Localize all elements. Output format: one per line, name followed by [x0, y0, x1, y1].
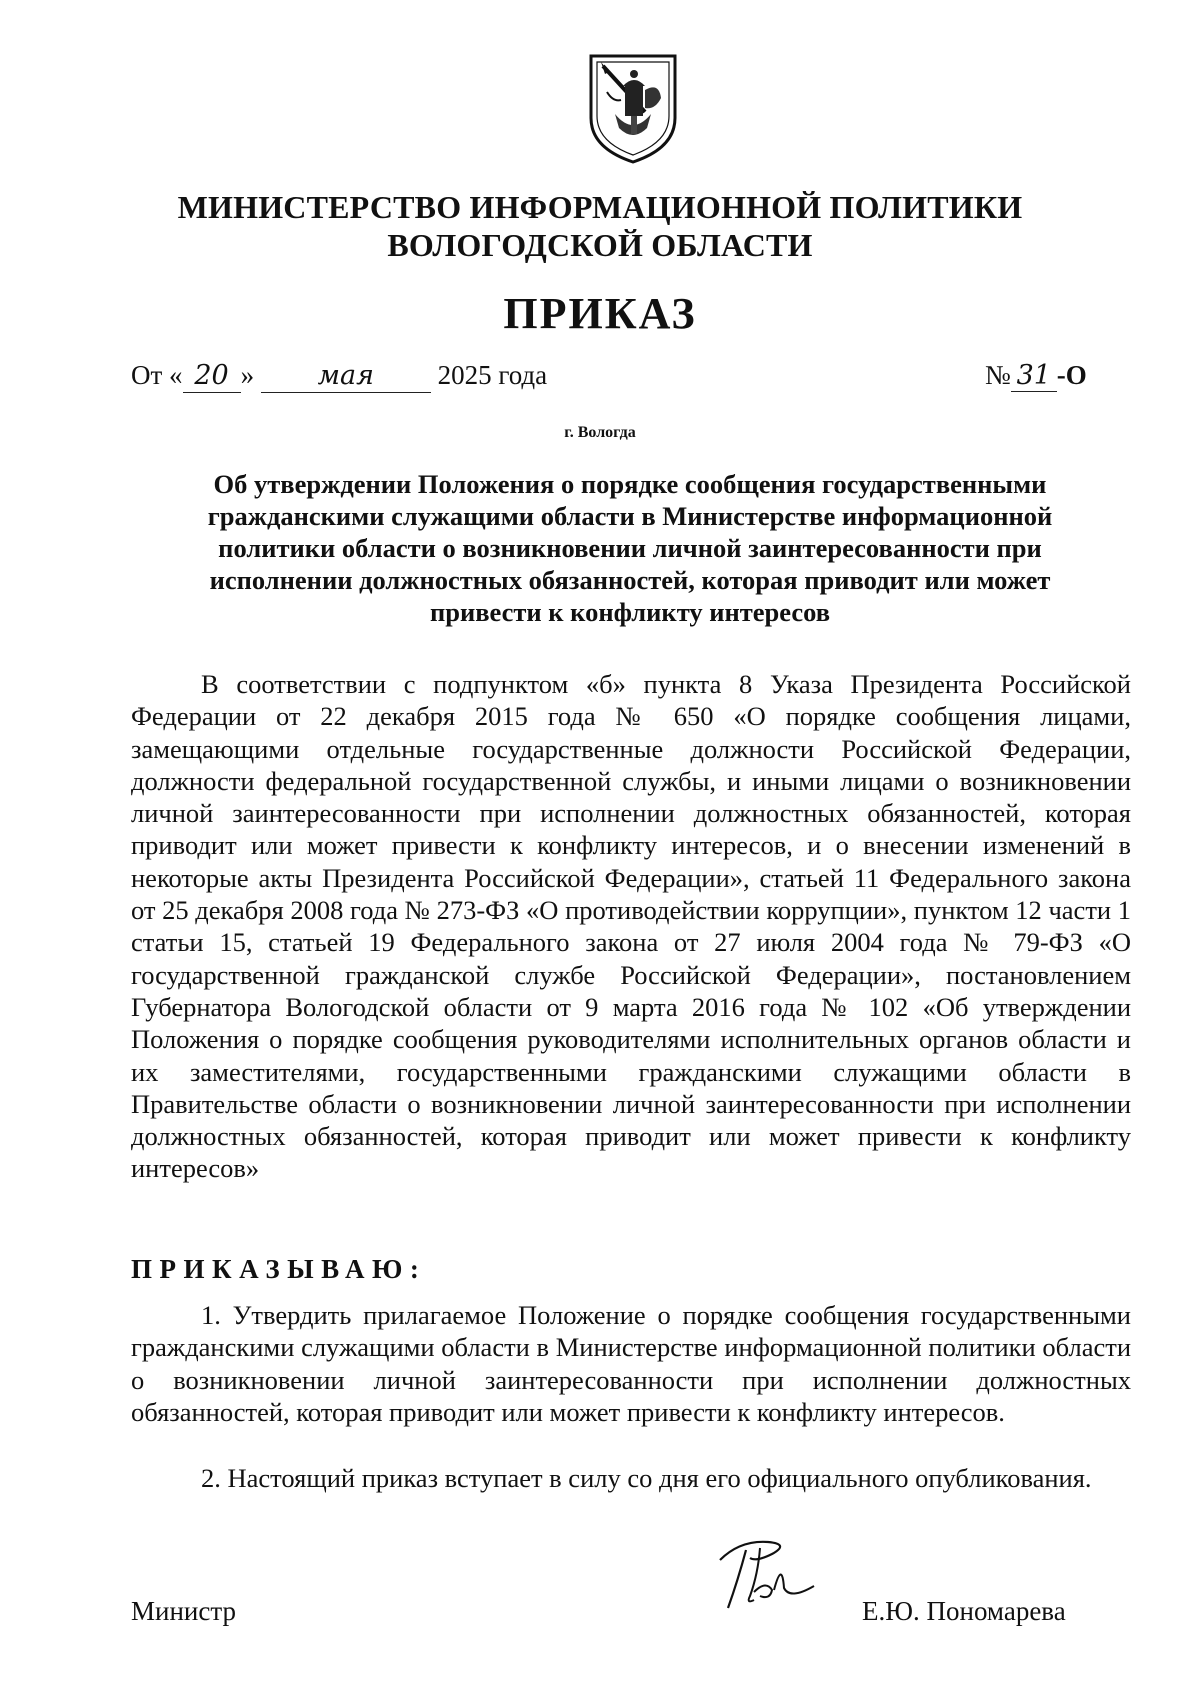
preamble-paragraph: [131, 668, 1131, 1185]
order-item-1: [131, 1299, 1131, 1428]
number-value: 31: [1011, 360, 1057, 392]
document-date: [131, 360, 547, 393]
organization-name: [0, 188, 1200, 264]
document-number: [985, 360, 1087, 392]
date-separator: »: [240, 360, 255, 390]
date-year: 2025 года: [437, 360, 548, 390]
organization-line-1: МИНИСТЕРСТВО ИНФОРМАЦИОННОЙ ПОЛИТИКИ: [177, 189, 1023, 225]
order-item-1-text: 1. Утвердить прилагаемое Положение о порядке сообщения государственными гражданскими служащими области в Министерстве информационной политики области о возникновении личной заинтересованности при исполнении должностных обязанностей, которая приводит или может привести к конфликту интересов.: [131, 1300, 1131, 1427]
order-heading: ПРИКАЗЫВАЮ:: [131, 1254, 427, 1284]
coat-of-arms-icon: [585, 52, 681, 166]
number-prefix: №: [985, 360, 1011, 390]
number-suffix: -О: [1056, 360, 1087, 390]
organization-line-2: ВОЛОГОДСКОЙ ОБЛАСТИ: [387, 227, 813, 263]
order-item-2: [131, 1462, 1131, 1494]
signer-role: Министр: [131, 1596, 236, 1626]
order-item-2-text: 2. Настоящий приказ вступает в силу со дня его официального опубликования.: [201, 1463, 1092, 1493]
city: г. Вологда: [564, 424, 636, 441]
date-month: мая: [261, 362, 431, 393]
preamble-text: В соответствии с подпунктом «б» пункта 8 Указа Президента Российской Федерации от 22 декабря 2015 года № 650 «О порядке сообщения лицами, замещающими отдельные государственные должности Российской Федерации, должности федеральной государственной службы, и иными лицами о возникновении личной заинтересованности при исполнении должностных обязанностей, которая приводит или может привести к конфликту интересов, и о внесении изменений в некоторые акты Президента Российской Федерации», статьей 11 Федерального закона от 25 декабря 2008 года № 273-ФЗ «О противодействии коррупции», пунктом 12 части 1 статьи 15, статьей 19 Федерального закона от 27 июля 2004 года № 79-ФЗ «О государственной гражданской службе Российской Федерации», постановлением Губернатора Вологодской области от 9 марта 2016 года № 102 «Об утверждении Положения о порядке сообщения руководителями исполнительных органов области и их заместителями, государственными гражданскими служащими области в Правительстве области о возникновении личной заинтересованности при исполнении должностных обязанностей, которая приводит или может привести к конфликту интересов»: [131, 669, 1131, 1184]
date-day: 20: [183, 362, 241, 393]
document-type: ПРИКАЗ: [503, 289, 697, 338]
document-title: Об утверждении Положения о порядке сообщения государственными гражданскими служащими области в Министерстве информационной политики области о возникновении личной заинтересованности при исполнении должностных обязанностей, которая приводит или может привести к конфликту интересов: [207, 469, 1053, 627]
signer-name: Е.Ю. Пономарева: [862, 1596, 1066, 1626]
date-prefix: От «: [131, 360, 183, 390]
handwritten-signature-icon: [710, 1530, 820, 1620]
